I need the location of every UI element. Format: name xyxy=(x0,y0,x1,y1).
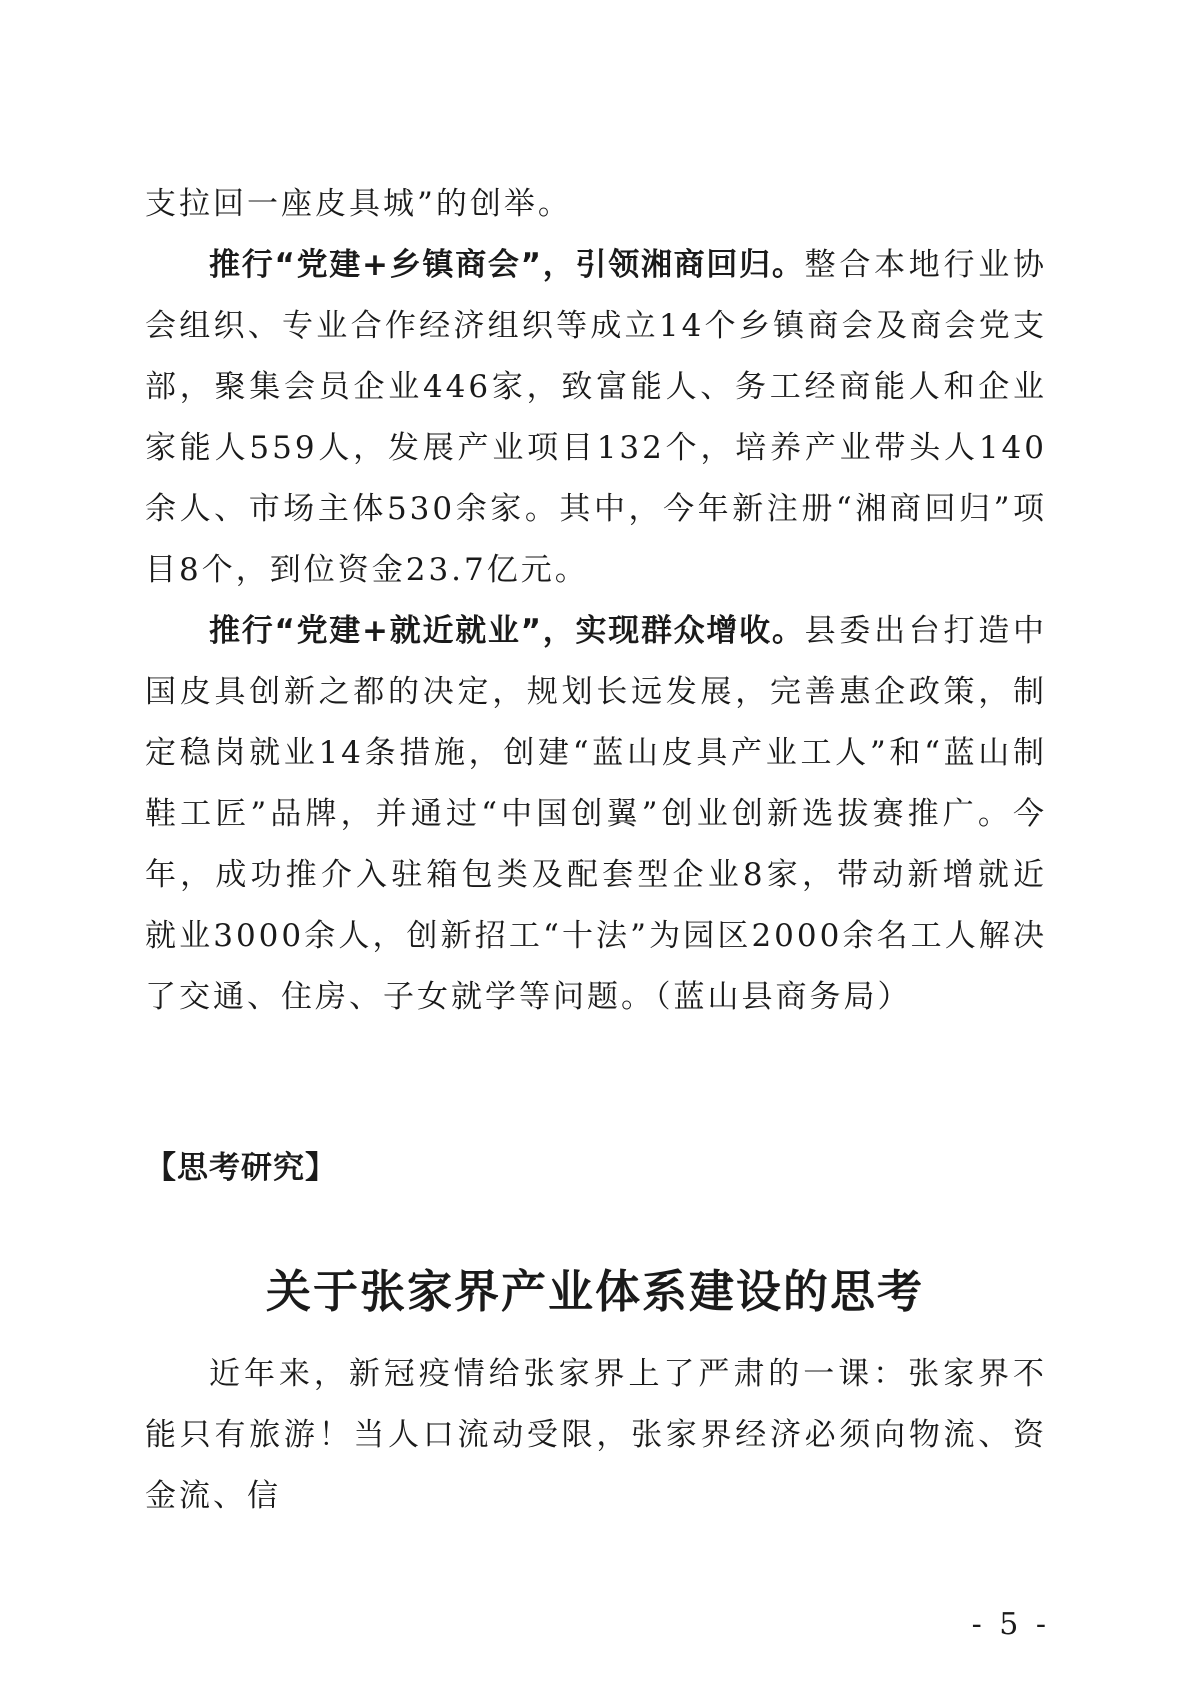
paragraph-township-chambers xyxy=(145,235,1047,601)
article-intro-paragraph: 近年来，新冠疫情给张家界上了严肃的一课：张家界不能只有旅游！当人口流动受限，张家界经济必须向物流、资金流、信 xyxy=(145,1356,1047,1514)
body-text-article xyxy=(145,1344,1047,1527)
article-title: 关于张家界产业体系建设的思考 xyxy=(265,1265,924,1318)
paragraph-local-employment xyxy=(145,601,1047,1028)
paragraph-text: 整合本地行业协会组织、专业合作经济组织等成立14个乡镇商会及商会党支部，聚集会员企业446家，致富能人、务工经商能人和企业家能人559人，发展产业项目132个，培养产业带头人140余人、市场主体530余家。其中，今年新注册“湘商回归”项目8个，到位资金23.7亿元。 xyxy=(145,247,1047,588)
paragraph-text: 支拉回一座皮具城”的创举。 xyxy=(145,186,572,222)
paragraph-lead-heading: 推行“党建+乡镇商会”，引领湘商回归。 xyxy=(209,247,805,283)
page-number: - 5 - xyxy=(971,1607,1050,1642)
paragraph-text: 县委出台打造中国皮具创新之都的决定，规划长远发展，完善惠企政策，制定稳岗就业14条措施，创建“蓝山皮具产业工人”和“蓝山制鞋工匠”品牌，并通过“中国创翼”创业创新选拔赛推广。今年，成功推介入驻箱包类及配套型企业8家，带动新增就近就业3000余人，创新招工“十法”为园区2000余名工人解决了交通、住房、子女就学等问题。（蓝山县商务局） xyxy=(145,613,1047,1015)
paragraph-continuation xyxy=(145,174,1047,235)
body-text-top xyxy=(145,174,1047,1028)
paragraph-lead-heading: 推行“党建+就近就业”，实现群众增收。 xyxy=(209,613,805,649)
section-label: 【思考研究】 xyxy=(145,1150,337,1186)
